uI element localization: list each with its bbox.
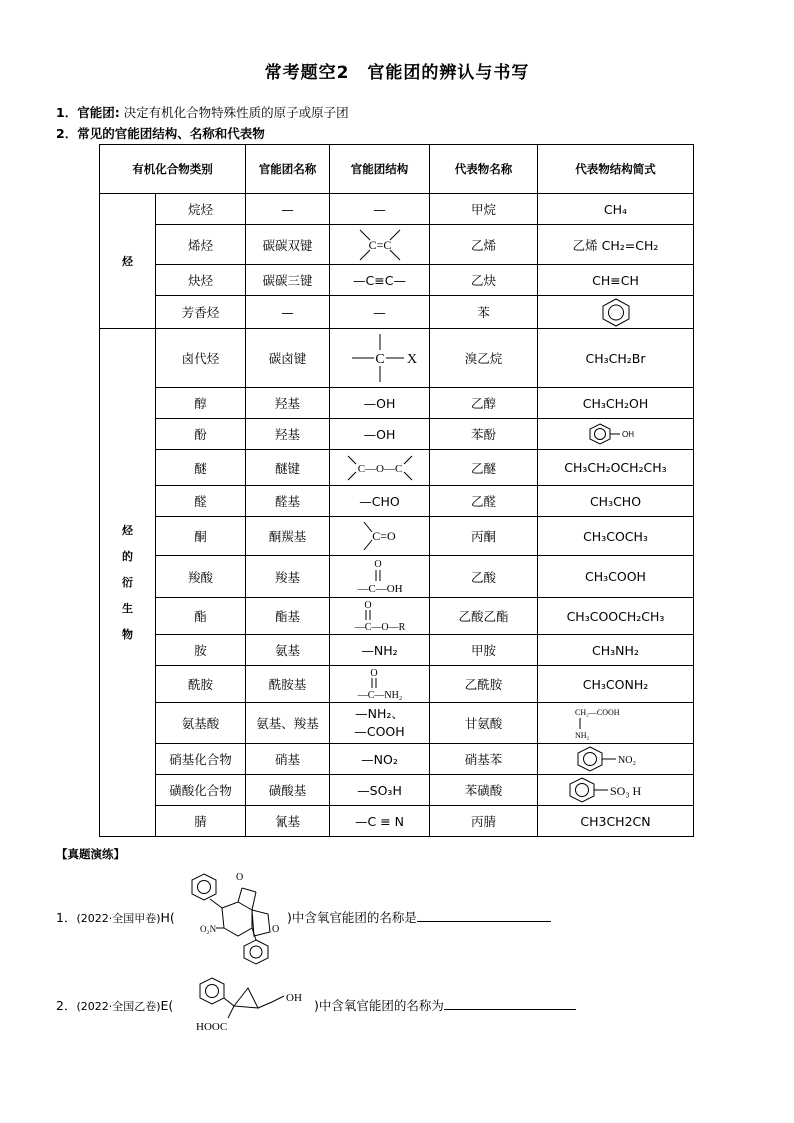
cell-formula-glycine <box>538 703 694 744</box>
cell-class: 炔烃 <box>156 265 246 296</box>
ester-o-label: O <box>363 600 372 611</box>
q1-no2-label: O₂N <box>200 924 217 934</box>
cell-formula: CH₃COOH <box>538 556 694 598</box>
ester-structure-label: —C—O—R <box>354 622 405 633</box>
q2-answer-blank[interactable] <box>444 997 576 1010</box>
definition-label: 官能团: <box>77 105 120 120</box>
cell-rep: 乙酸乙酯 <box>430 598 538 635</box>
practice-heading: 【真题演练】 <box>56 847 125 861</box>
cell-class: 酮 <box>156 517 246 556</box>
q1-molecule-diagram <box>190 866 290 966</box>
cell-formula: CH₃CH₂OCH₂CH₃ <box>538 450 694 486</box>
cell-formula: CH₄ <box>538 194 694 225</box>
glycine-nh2-label: NH₂ <box>574 731 589 740</box>
haloalkane-structure-diagram <box>338 330 422 386</box>
cell-fg: 磺酸基 <box>246 775 330 806</box>
cell-struct: —CHO <box>330 486 430 517</box>
cell-rep: 丙酮 <box>430 517 538 556</box>
cell-fg: 氨基 <box>246 635 330 666</box>
carboxyl-structure-diagram <box>338 557 422 597</box>
cell-formula: CH₃COCH₃ <box>538 517 694 556</box>
definition-num: 1． <box>56 105 78 120</box>
cell-rep: 甲胺 <box>430 635 538 666</box>
cell-fg: 碳卤键 <box>246 329 330 388</box>
cell-fg: 酯基 <box>246 598 330 635</box>
benzene-ring-icon <box>600 297 632 327</box>
table-row <box>100 635 694 666</box>
cell-class: 醚 <box>156 450 246 486</box>
nitrobenzene-structure-icon <box>576 745 656 773</box>
amide-structure-label: —C—NH₂ <box>357 690 402 701</box>
q1-atom-o1: O <box>236 872 244 883</box>
cell-class: 胺 <box>156 635 246 666</box>
table-row <box>100 517 694 556</box>
cell-struct-diagram <box>330 598 430 635</box>
cell-struct-diagram <box>330 556 430 598</box>
cell-class: 氨基酸 <box>156 703 246 744</box>
definition-text: 决定有机化合物特殊性质的原子或原子团 <box>119 105 349 120</box>
cell-class: 羧酸 <box>156 556 246 598</box>
cell-struct: —NO₂ <box>330 744 430 775</box>
table-row <box>100 556 694 598</box>
cell-struct-diagram <box>330 329 430 388</box>
cell-rep: 乙醚 <box>430 450 538 486</box>
cell-struct: —NH₂ <box>330 635 430 666</box>
header-fg-structure: 官能团结构 <box>330 145 430 194</box>
alkene-structure-label: C=C <box>368 237 391 252</box>
cell-fg: 碳碳三键 <box>246 265 330 296</box>
cell-class: 烷烃 <box>156 194 246 225</box>
benzenesulfonic-structure-icon <box>568 776 664 804</box>
cell-class: 酚 <box>156 419 246 450</box>
cell-struct: —OH <box>330 419 430 450</box>
group-derivative: 烃 的 衍 生 物 <box>100 329 156 837</box>
cell-rep: 溴乙烷 <box>430 329 538 388</box>
cell-formula: CH₃CH₂Br <box>538 329 694 388</box>
q2-cooh-label: HOOC <box>196 1021 228 1033</box>
q1-atom-o2: O <box>272 924 280 935</box>
cell-formula: CH3CH2CN <box>538 806 694 837</box>
table-row <box>100 296 694 329</box>
q1-post: )中含氧官能团的名称是 <box>287 910 417 925</box>
question-2-stem <box>314 996 576 1014</box>
definition-line <box>56 103 349 121</box>
nitro-label: NO₂ <box>617 755 636 766</box>
cell-formula: CH₃NH₂ <box>538 635 694 666</box>
table-row <box>100 194 694 225</box>
cell-class: 磺酸化合物 <box>156 775 246 806</box>
cell-fg: 羧基 <box>246 556 330 598</box>
q1-answer-blank[interactable] <box>417 909 551 922</box>
cell-class: 腈 <box>156 806 246 837</box>
cell-rep: 乙烯 <box>430 225 538 265</box>
cell-class: 酰胺 <box>156 666 246 703</box>
ketone-structure-label: C=O <box>371 529 396 543</box>
table-row <box>100 265 694 296</box>
cell-rep: 乙醛 <box>430 486 538 517</box>
cell-formula: CH₃CHO <box>538 486 694 517</box>
ketone-structure-diagram <box>338 518 422 554</box>
cell-fg: 醚键 <box>246 450 330 486</box>
cell-rep: 硝基苯 <box>430 744 538 775</box>
cell-rep: 乙炔 <box>430 265 538 296</box>
cell-class: 硝基化合物 <box>156 744 246 775</box>
cell-fg: 羟基 <box>246 388 330 419</box>
table-row <box>100 744 694 775</box>
cell-struct-diagram <box>330 450 430 486</box>
cell-fg: 氨基、羧基 <box>246 703 330 744</box>
cell-fg: 酰胺基 <box>246 666 330 703</box>
cell-rep: 乙酰胺 <box>430 666 538 703</box>
cell-rep: 乙醇 <box>430 388 538 419</box>
phenol-structure-icon <box>588 422 644 446</box>
cell-struct-diagram <box>330 225 430 265</box>
glycine-top-label: CH₂—COOH <box>574 708 620 717</box>
carboxyl-o-label: O <box>373 558 382 570</box>
functional-group-table <box>99 144 694 837</box>
question-1-stem <box>287 908 551 926</box>
q1-pre: H( <box>160 910 175 925</box>
page-title: 常考题空2 官能团的辨认与书写 <box>264 63 530 83</box>
q2-molecule-diagram <box>192 974 322 1034</box>
table-row <box>100 598 694 635</box>
group-hydrocarbon: 烃 <box>100 194 156 329</box>
atom-x-label: X <box>406 352 417 367</box>
cell-rep: 甲烷 <box>430 194 538 225</box>
table-row <box>100 225 694 265</box>
header-rep-structure: 代表物结构简式 <box>538 145 694 194</box>
question-1 <box>56 908 175 926</box>
q1-num: 1． <box>56 910 77 925</box>
cell-formula: CH₃COOCH₂CH₃ <box>538 598 694 635</box>
cell-struct-diagram <box>330 517 430 556</box>
header-category: 有机化合物类别 <box>100 145 246 194</box>
cell-fg: — <box>246 296 330 329</box>
table-row <box>100 666 694 703</box>
cell-formula: CH≡CH <box>538 265 694 296</box>
cell-fg: 碳碳双键 <box>246 225 330 265</box>
cell-formula: CH₃CONH₂ <box>538 666 694 703</box>
cell-formula: 乙烯 CH₂=CH₂ <box>538 225 694 265</box>
carboxyl-structure-label: —C—OH <box>356 582 403 595</box>
ether-structure-diagram <box>338 452 422 484</box>
table-row <box>100 703 694 744</box>
q1-source: (2022·全国甲卷) <box>76 912 161 925</box>
cell-struct: —C ≡ N <box>330 806 430 837</box>
cell-rep: 乙酸 <box>430 556 538 598</box>
q2-pre: E( <box>160 998 174 1013</box>
cell-struct: —OH <box>330 388 430 419</box>
table-row <box>100 329 694 388</box>
cell-struct: —SO₃H <box>330 775 430 806</box>
glycine-structure-diagram <box>561 704 671 742</box>
cell-struct: — <box>330 194 430 225</box>
table-row <box>100 775 694 806</box>
atom-c-label: C <box>374 352 385 367</box>
cell-class: 卤代烃 <box>156 329 246 388</box>
cell-class: 烯烃 <box>156 225 246 265</box>
cell-fg: 羟基 <box>246 419 330 450</box>
cell-class: 醛 <box>156 486 246 517</box>
table-header <box>100 145 694 194</box>
q2-source: (2022·全国乙卷) <box>76 1000 161 1013</box>
cell-rep: 甘氨酸 <box>430 703 538 744</box>
cell-formula-phenol <box>538 419 694 450</box>
cell-rep: 苯酚 <box>430 419 538 450</box>
cell-fg: — <box>246 194 330 225</box>
cell-rep: 苯磺酸 <box>430 775 538 806</box>
cell-fg: 硝基 <box>246 744 330 775</box>
cell-rep: 丙腈 <box>430 806 538 837</box>
cell-formula-sulfonic <box>538 775 694 806</box>
header-fg-name: 官能团名称 <box>246 145 330 194</box>
header-rep-name: 代表物名称 <box>430 145 538 194</box>
table-row <box>100 806 694 837</box>
cell-struct-diagram <box>330 666 430 703</box>
cell-class: 醇 <box>156 388 246 419</box>
cell-formula-benzene <box>538 296 694 329</box>
cell-rep: 苯 <box>430 296 538 329</box>
cell-fg: 酮羰基 <box>246 517 330 556</box>
cell-struct: — <box>330 296 430 329</box>
table-row <box>100 419 694 450</box>
question-2 <box>56 996 173 1014</box>
cell-struct: —C≡C— <box>330 265 430 296</box>
ether-structure-label: C—O—C <box>357 462 402 475</box>
table-row <box>100 388 694 419</box>
amide-o-label: O <box>369 668 378 679</box>
q2-num: 2． <box>56 998 77 1013</box>
amide-structure-diagram <box>338 666 422 702</box>
cell-struct: —NH₂、 —COOH <box>330 703 430 744</box>
cell-formula-nitrobenzene <box>538 744 694 775</box>
cell-formula: CH₃CH₂OH <box>538 388 694 419</box>
q2-post: )中含氧官能团的名称为 <box>314 998 444 1013</box>
table-row <box>100 486 694 517</box>
alkene-structure-diagram <box>338 226 422 264</box>
sulfonic-label: SO₃ H <box>609 784 641 798</box>
phenol-oh-label: OH <box>621 430 634 439</box>
ester-structure-diagram <box>338 598 422 634</box>
section-heading: 2．常见的官能团结构、名称和代表物 <box>56 126 265 141</box>
q2-oh-label: OH <box>286 992 302 1004</box>
cell-fg: 醛基 <box>246 486 330 517</box>
cell-class: 酯 <box>156 598 246 635</box>
cell-class: 芳香烃 <box>156 296 246 329</box>
cell-fg: 氰基 <box>246 806 330 837</box>
table-row <box>100 450 694 486</box>
